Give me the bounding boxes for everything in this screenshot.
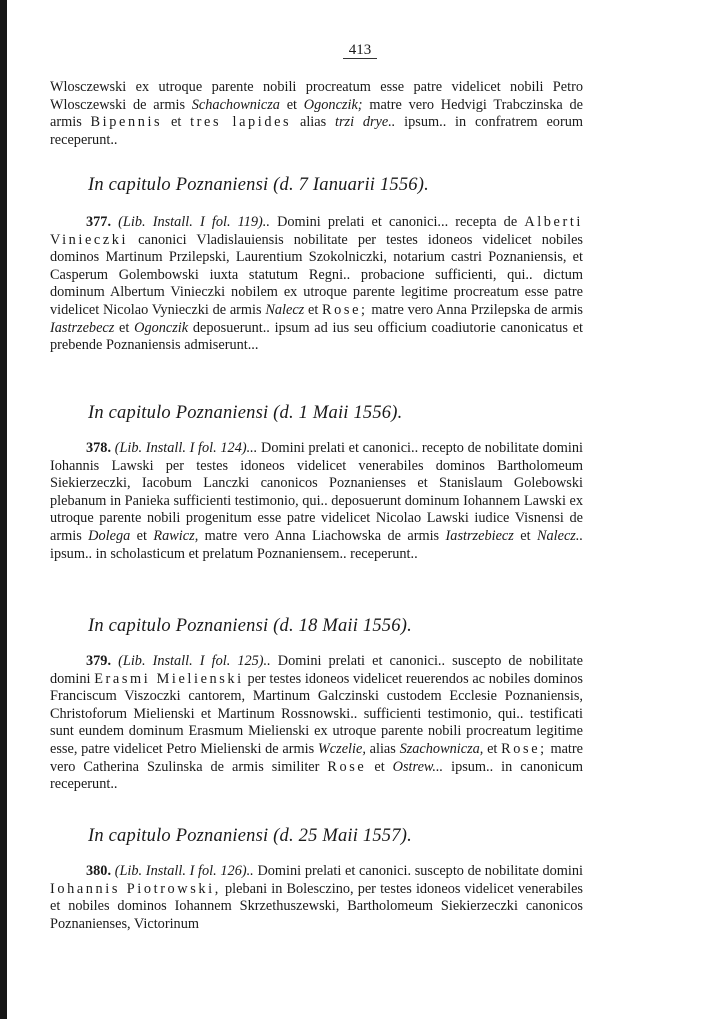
section-heading-378: In capitulo Poznaniensi (d. 1 Maii 1556).	[88, 403, 403, 423]
entry-378: 378. (Lib. Install. I fol. 124)... Domini prelati et canonici.. recepto de nobilitate domini Iohannis Lawski per testes idoneos videlicet venerabiles dominos Bartholomeum Siekierzeczki, Iacobum Lanczki canonicos Poznanienses et Stanislaum Golebowski plebanum in Panieka sufficienti testimonio, qui.. deposuerunt dominum Iohannem Lawski ex utroque parente nobili progenitum esse patre videlicet Nicolao Lawski iudice Visnensi de armis Dolega et Rawicz, matre vero Anna Liachowska de armis Iastrzebiecz et Nalecz.. ipsum.. in scholasticum et prelatum Poznaniensem.. receperunt..	[50, 440, 584, 562]
entry-379: 379. (Lib. Install. I fol. 125).. Domini prelati et canonici.. suscepto de nobilitate domini Erasmi Mielienski per testes idoneos videlicet reuerendos ac nobiles dominos Franciscum Viszoczki cantorem, Martinum Galczinski custodem Ecclesie Poznaniensis, Christoforum Mielienski et Martinum Rossnowski.. sufficienti testimonio, qui.. testificati sunt eundem dominum Erasmum Mielienski ex utroque parente nobili procreatum legitime esse, patre videlicet Petro Mielienski de armis Wczelie, alias Szachownicza, et Rose; matre vero Catherina Szulinska de armis similiter Rose et Ostrew... ipsum.. in canonicum receperunt..	[50, 653, 584, 793]
page-number: 413	[0, 42, 720, 59]
scan-edge-shadow	[0, 0, 7, 1019]
entry-380: 380. (Lib. Install. I fol. 126).. Domini prelati et canonici. suscepto de nobilitate domini Iohannis Piotrowski, plebani in Bolesczino, per testes idoneos videlicet venerabiles et nobiles dominos Iohannem Skrzethuszewski, Bartholomeum Siekierzeczki canonicos Poznanienses, Victorinum	[50, 863, 583, 932]
entry-377: 377. (Lib. Install. I fol. 119).. Domini prelati et canonici... recepta de Alberti Vinieczki canonici Vladislauiensis nobilitate per testes idoneos videlicet nobiles dominos Martinum Przilepski, Laurentium Szokolniczki, notarium castri Poznaniensis, et Casperum Golembowski iuxta statutum Regni.. probacione sufficienti, qui.. dictum dominum Albertum Vinieczki nobilem ex utroque parente legitime procreatum esse patre videlicet Nicolao Vynieczki de armis Nalecz et Rose; matre vero Anna Przilepska de armis Iastrzebecz et Ogonczik deposuerunt.. ipsum ad ius seu officium coadiutorie canonicatus et prebende Poznaniensis admiserunt...	[50, 214, 584, 354]
section-heading-380: In capitulo Poznaniensi (d. 25 Maii 1557).	[88, 826, 412, 846]
opening-paragraph: Wlosczewski ex utroque parente nobili procreatum esse patre videlicet nobili Petro Wlosczewski de armis Schachownicza et Ogonczik; matre vero Hedvigi Trabczinska de armis Bipennis et tres lapides alias trzi drye.. ipsum.. in confratrem eorum receperunt..	[50, 79, 583, 148]
section-heading-379: In capitulo Poznaniensi (d. 18 Maii 1556).	[88, 616, 412, 636]
section-heading-377: In capitulo Poznaniensi (d. 7 Ianuarii 1556).	[88, 175, 429, 195]
